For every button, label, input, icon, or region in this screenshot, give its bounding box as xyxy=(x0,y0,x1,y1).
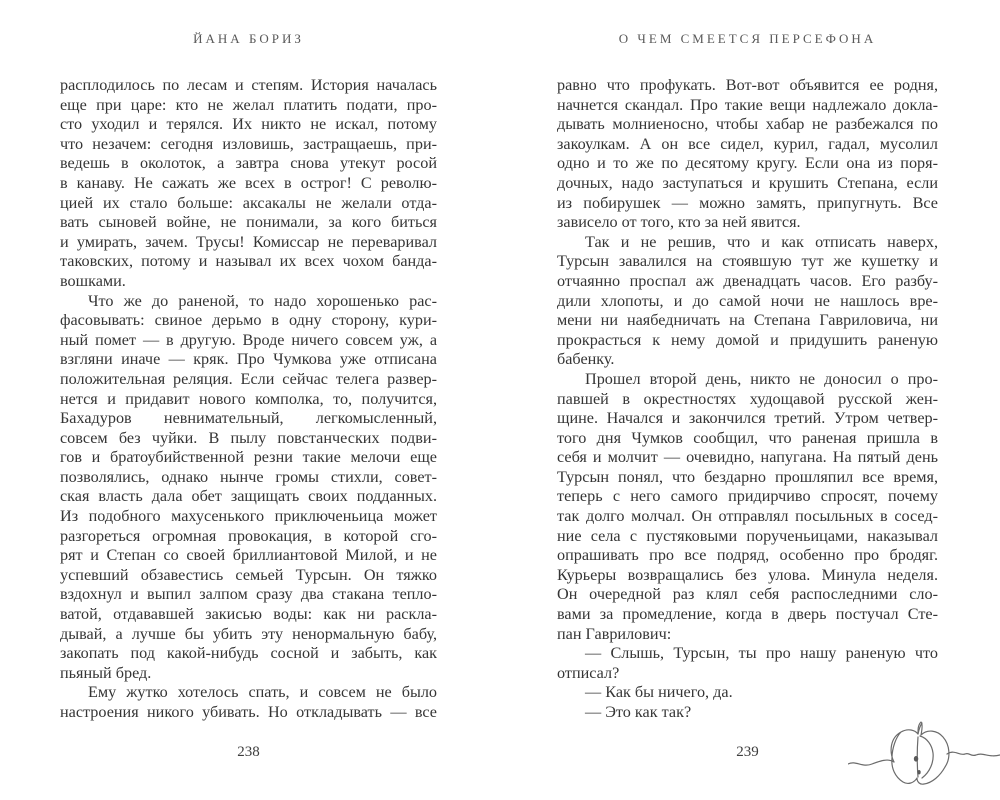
text-line: совсем без чуйки. В пылу повстанческих подви- xyxy=(60,428,437,447)
text-line: зависело от того, кто за ней явится. xyxy=(557,213,801,232)
text-line: позволялись, однако нынче громы стихли, совет- xyxy=(60,467,437,486)
text-line: гов и братоубийственной резни такие мелочи еще xyxy=(60,448,437,467)
text-line: настроения никого убивать. Но откладывать — все xyxy=(60,703,437,721)
text-line: из побирушек — можно замять, припугнуть. Все xyxy=(557,193,938,212)
text-line: ватой, отдававшей закисью воды: как ни раскла- xyxy=(60,605,437,624)
text-line: что незачем: сегодня изловишь, застращаешь, при- xyxy=(60,134,437,153)
text-line: дывай, а лучше бы убить эту ненормальную бабу, xyxy=(60,624,437,643)
text-line: теперь с него самого придирчиво спросят, почему xyxy=(557,487,938,506)
text-line: успевший обзавестись семьей Турсын. Он тяжко xyxy=(60,565,437,584)
text-line: отписал? xyxy=(557,663,620,682)
text-line: сто уходил и терялся. Их никто не искал, потому xyxy=(60,115,437,134)
right-page-text-block xyxy=(557,76,938,723)
text-line: цией их стало больше: аксакалы не желали отда- xyxy=(60,193,437,212)
text-line: Так и не решив, что и как отписать наверх, xyxy=(585,232,938,251)
text-line: рят и Степан со своей бриллиантовой Милой, и не xyxy=(60,546,437,565)
text-line: Прошел второй день, никто не доносил о про- xyxy=(585,369,938,388)
text-line: дили хлопоты, и до самой ночи не нашлось вре- xyxy=(557,291,938,310)
text-line: бабенку. xyxy=(557,350,615,369)
text-line: вошками. xyxy=(60,271,126,290)
text-line: Бахадуров невнимательный, легкомысленный, xyxy=(60,409,437,428)
text-line: щине. Начался и закончился третий. Утром четвер- xyxy=(557,409,938,428)
text-line: Турсын понял, что бездарно прошляпил все время, xyxy=(557,467,938,486)
text-line: — Слышь, Турсын, ты про нашу раненую что xyxy=(585,644,938,663)
text-line: пан Гаврилович: xyxy=(557,624,672,643)
text-line: взгляни иначе — кряк. Про Чумкова уже отписана xyxy=(60,350,437,369)
apple-icon xyxy=(848,706,1000,796)
text-line: опрашивать про все подряд, особенно про бродяг. xyxy=(557,546,938,565)
text-line: вами за промедление, когда в дверь постучал Сте- xyxy=(557,605,938,624)
apple-line-drawing-illustration xyxy=(848,706,1000,796)
running-header-title: О ЧЕМ СМЕЕТСЯ ПЕРСЕФОНА xyxy=(618,31,877,46)
text-line: Он очередной раз клял себя распоследними сло- xyxy=(557,585,938,604)
text-line: ный помет — в другую. Вроде ничего совсем уж, а xyxy=(60,330,437,349)
text-line: фасовывать: свиное дерьмо в одну сторону, кури- xyxy=(60,311,437,330)
text-line: равно что профукать. Вот-вот объявится ее родня, xyxy=(557,76,938,94)
text-line: еще при царе: кто не желал платить подати, про- xyxy=(60,95,437,114)
text-line: закоулкам. А он все сидел, курил, гадал, мусолил xyxy=(557,134,938,153)
text-line: Турсын завалился на стоявшую тут же кушетку и xyxy=(557,252,938,271)
text-line: нется и придавит нового комполка, то, получится, xyxy=(60,389,437,408)
text-line: Курьеры возвращались без улова. Минула неделя. xyxy=(557,565,938,584)
text-line: разгореться огромная провокация, в которой сго- xyxy=(60,526,437,545)
text-line: ская власть дала обет защищать своих подданных. xyxy=(60,487,437,506)
text-line: вать сыновей войне, не понимали, за кого биться xyxy=(60,213,437,232)
text-line: — Как бы ничего, да. xyxy=(585,683,733,702)
page-number-left: 238 xyxy=(237,744,260,760)
text-line: Что же до раненой, то надо хорошенько рас- xyxy=(88,291,437,310)
text-line: начнется скандал. Про такие вещи надлежало докла- xyxy=(557,95,938,114)
text-line: прокрасться к нему домой и придушить раненую xyxy=(557,330,938,349)
text-line: таковских, потому и называл их всех чохом банда- xyxy=(60,252,437,271)
text-line: и умирать, зачем. Трусы! Комиссар не переваривал xyxy=(60,232,437,251)
running-header-author: ЙАНА БОРИЗ xyxy=(193,31,304,46)
text-line: мени ни наябедничать на Степана Гавриловича, ни xyxy=(557,311,938,330)
text-line: дочных, надо заступаться и крушить Степана, если xyxy=(557,173,938,192)
text-line: положительная реляция. Если сейчас телега развер- xyxy=(60,369,437,388)
text-line: пьяный бред. xyxy=(60,663,152,682)
text-line: одно и то же по десятому кругу. Если она из поря- xyxy=(557,154,938,173)
text-line: себя и молчит — очевидно, напугана. На пятый день xyxy=(557,448,938,467)
page-number-right: 239 xyxy=(736,744,759,760)
left-page-text-block xyxy=(60,76,437,723)
text-line: закопать под какой-нибудь сосной и забыть, как xyxy=(60,644,437,663)
text-line: — Это как так? xyxy=(585,703,692,721)
text-line: так долго молчал. Он отправлял посыльных в сосед- xyxy=(557,507,938,526)
text-line: павшей в окрестностях худощавой русской жен- xyxy=(557,389,938,408)
text-line: расплодилось по лесам и степям. История началась xyxy=(60,76,437,94)
text-line: вздохнул и выпил залпом сразу два стакана тепло- xyxy=(60,585,437,604)
text-line: в канаву. Не сажать же всех в острог! С револю- xyxy=(60,173,437,192)
text-line: Из подобного махусенького приключеньица может xyxy=(60,507,437,526)
text-line: того дня Чумков сообщил, что раненая пришла в xyxy=(557,428,938,447)
text-line: ведешь в околоток, а завтра снова утекут росой xyxy=(60,154,437,173)
text-line: ние села с пустяковыми порученьицами, наказывал xyxy=(557,526,938,545)
text-line: дывать молниеносно, чтобы хабар не разбежался по xyxy=(557,115,938,134)
text-line: Ему жутко хотелось спать, и совсем не было xyxy=(88,683,437,702)
text-line: отчаянно проспал аж двенадцать часов. Его разбу- xyxy=(557,271,938,290)
